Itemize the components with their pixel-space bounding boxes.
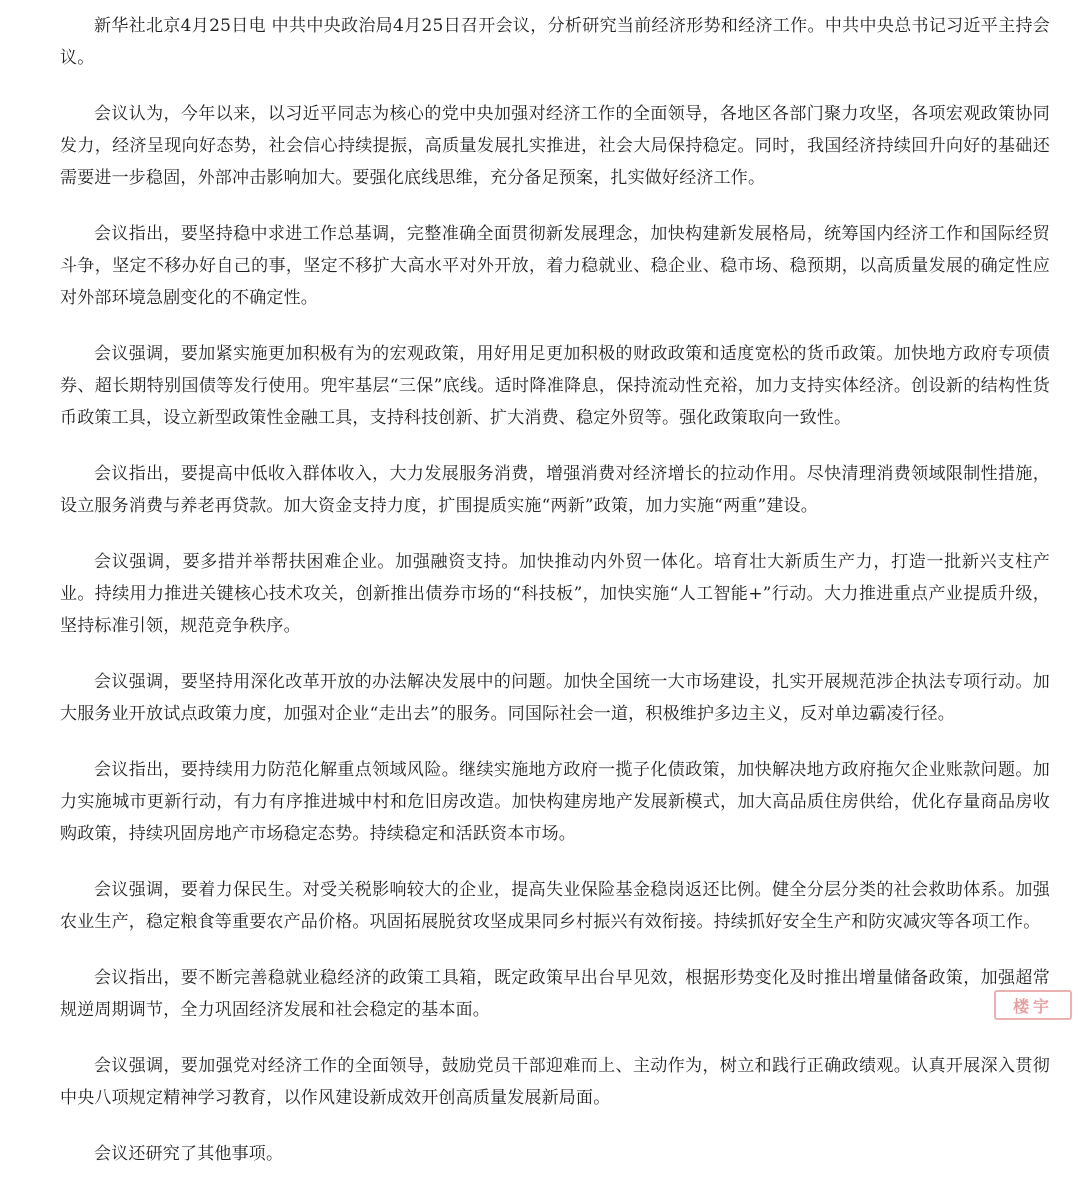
article-paragraph-closing: 会议还研究了其他事项。 [94,1144,284,1164]
article-paragraph: 会议指出，要不断完善稳就业稳经济的政策工具箱，既定政策早出台早见效，根据形势变化及时推出增量储备政策，加强超常规逆周期调节，全力巩固经济发展和社会稳定的基本面。 [60,968,1050,1020]
article-paragraph-dateline: 新华社北京4月25日电 中共中央政治局4月25日召开会议，分析研究当前经济形势和经济工作。中共中央总书记习近平主持会议。 [60,16,1050,68]
article-paragraph: 会议强调，要加紧实施更加积极有为的宏观政策，用好用足更加积极的财政政策和适度宽松的货币政策。加快地方政府专项债券、超长期特别国债等发行使用。兜牢基层“三保”底线。适时降准降息，保持流动性充裕，加力支持实体经济。创设新的结构性货币政策工具，设立新型政策性金融工具，支持科技创新、扩大消费、稳定外贸等。强化政策取向一致性。 [60,344,1050,428]
article-paragraph: 会议指出，要提高中低收入群体收入，大力发展服务消费，增强消费对经济增长的拉动作用。尽快清理消费领域限制性措施，设立服务消费与养老再贷款。加大资金支持力度，扩围提质实施“两新”政策，加力实施“两重”建设。 [60,464,1050,516]
article-paragraph: 会议强调，要着力保民生。对受关税影响较大的企业，提高失业保险基金稳岗返还比例。健全分层分类的社会救助体系。加强农业生产，稳定粮食等重要农产品价格。巩固拓展脱贫攻坚成果同乡村振兴有效衔接。持续抓好安全生产和防灾减灾等各项工作。 [60,880,1050,932]
article-body [60,10,1050,1194]
article-paragraph: 会议强调，要多措并举帮扶困难企业。加强融资支持。加快推动内外贸一体化。培育壮大新质生产力，打造一批新兴支柱产业。持续用力推进关键核心技术攻关，创新推出债券市场的“科技板”，加快实施“人工智能+”行动。大力推进重点产业提质升级，坚持标准引领，规范竞争秩序。 [60,552,1050,636]
article-paragraph: 会议指出，要坚持稳中求进工作总基调，完整准确全面贯彻新发展理念，加快构建新发展格局，统筹国内经济工作和国际经贸斗争，坚定不移办好自己的事，坚定不移扩大高水平对外开放，着力稳就业、稳企业、稳市场、稳预期，以高质量发展的确定性应对外部环境急剧变化的不确定性。 [60,224,1050,308]
watermark-seal: 楼宇 [994,990,1072,1020]
article-paragraph: 会议强调，要坚持用深化改革开放的办法解决发展中的问题。加快全国统一大市场建设，扎实开展规范涉企执法专项行动。加大服务业开放试点政策力度，加强对企业“走出去”的服务。同国际社会一道，积极维护多边主义，反对单边霸凌行径。 [60,672,1050,724]
article-paragraph: 会议指出，要持续用力防范化解重点领域风险。继续实施地方政府一揽子化债政策，加快解决地方政府拖欠企业账款问题。加力实施城市更新行动，有力有序推进城中村和危旧房改造。加快构建房地产发展新模式，加大高品质住房供给，优化存量商品房收购政策，持续巩固房地产市场稳定态势。持续稳定和活跃资本市场。 [60,760,1050,844]
article-paragraph: 会议强调，要加强党对经济工作的全面领导，鼓励党员干部迎难而上、主动作为，树立和践行正确政绩观。认真开展深入贯彻中央八项规定精神学习教育，以作风建设新成效开创高质量发展新局面。 [60,1056,1050,1108]
article-paragraph: 会议认为，今年以来，以习近平同志为核心的党中央加强对经济工作的全面领导，各地区各部门聚力攻坚，各项宏观政策协同发力，经济呈现向好态势，社会信心持续提振，高质量发展扎实推进，社会大局保持稳定。同时，我国经济持续回升向好的基础还需要进一步稳固，外部冲击影响加大。要强化底线思维，充分备足预案，扎实做好经济工作。 [60,104,1050,188]
